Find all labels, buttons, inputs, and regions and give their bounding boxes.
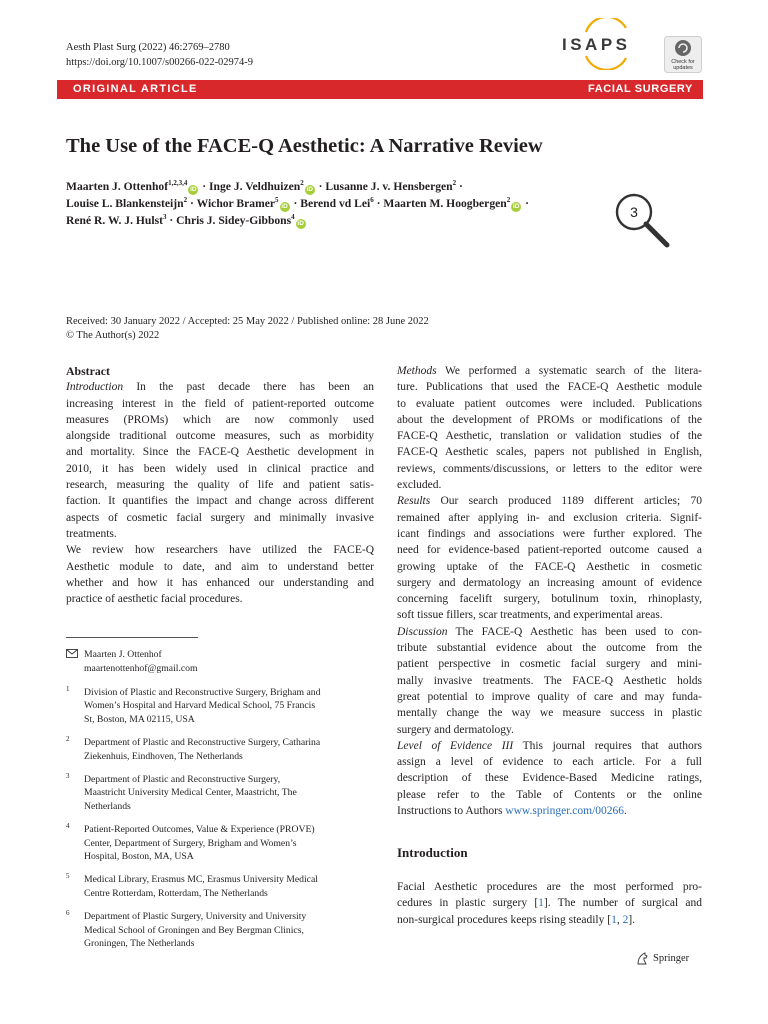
section-label-discussion: Discussion — [397, 625, 448, 638]
springer-instructions-link[interactable]: www.springer.com/00266 — [505, 805, 625, 818]
abstract-heading: Abstract — [66, 364, 110, 378]
author-name[interactable]: Maarten M. Hoogbergen — [383, 197, 507, 210]
citation-text: Aesth Plast Surg (2022) 46:2769–2780 — [66, 42, 230, 53]
author-name[interactable]: René R. W. J. Hulst — [66, 214, 163, 227]
publication-dates — [66, 315, 429, 343]
author-list — [66, 178, 606, 229]
orcid-icon[interactable]: iD — [297, 220, 304, 227]
correspondence-email[interactable]: maartenottenhof@gmail.com — [84, 663, 198, 674]
author-name[interactable]: Louise L. Blankensteijn — [66, 197, 184, 210]
orcid-icon[interactable]: iD — [190, 186, 197, 193]
author-line-1: Maarten J. Ottenhof$^{1,2,3,4}$iD · Inge J. Veldhuizen$^2$iD · Lusanne J. v. Hensbergen$^2$ · — [66, 179, 463, 193]
copyright-line: © The Author(s) 2022 — [66, 330, 160, 341]
dates-line: Received: 30 January 2022 / Accepted: 25 May 2022 / Published online: 28 June 2022 — [66, 316, 429, 327]
isaps-logo-text: ISAPS — [562, 35, 631, 54]
author-name[interactable]: Lusanne J. v. Hensbergen — [325, 180, 453, 193]
citation-link[interactable]: 1 — [611, 913, 617, 926]
author-line-2: Louise L. Blankensteijn$^2$ · Wichor Bramer$^5$iD · Berend vd Lei$^6$ · Maarten M. Hoogbergen$^2$iD · — [66, 196, 530, 210]
affiliation-item: 4 Patient-Reported Outcomes, Value & Experience (PROVE) Center, Department of Surgery, Brigham and Women’s Hospital, Boston, MA, USA — [66, 822, 315, 863]
correspondence-name: Maarten J. Ottenhof — [84, 649, 162, 660]
journal-citation — [66, 40, 253, 70]
publisher-footer — [636, 952, 689, 965]
affiliation-item: 3 Department of Plastic and Reconstructive Surgery, Maastricht University Medical Center, Maastricht, The Netherlands — [66, 772, 297, 812]
orcid-icon[interactable]: iD — [512, 203, 520, 210]
correspondence — [66, 648, 198, 676]
svg-text:Check for: Check for — [671, 59, 695, 65]
section-label-results: Results — [397, 495, 431, 508]
springer-horse-icon — [636, 952, 649, 965]
envelope-icon — [66, 649, 78, 658]
affiliation-item: 6 Department of Plastic Surgery, University and University Medical School of Groningen and Bey Bergman Clinics, Groningen, The Netherlands — [66, 909, 307, 950]
magnifier-number: 3 — [630, 204, 638, 220]
affiliation-item: 2 Department of Plastic and Reconstructive Surgery, Catharina Ziekenhuis, Eindhoven, The Netherlands — [66, 735, 321, 762]
check-for-updates-badge[interactable] — [664, 36, 702, 73]
article-category-label: FACIAL SURGERY — [588, 83, 693, 95]
footnote-separator — [66, 637, 198, 638]
section-label-introduction: Introduction — [66, 381, 124, 394]
author-name[interactable]: Maarten J. Ottenhof — [66, 180, 169, 193]
author-name[interactable]: Wichor Bramer — [196, 197, 276, 210]
magnifier-icon — [612, 190, 674, 252]
affiliations-list — [66, 686, 366, 961]
author-line-3: René R. W. J. Hulst$^3$ · Chris J. Sidey-Gibbons$^4$iD — [66, 213, 304, 227]
author-name[interactable]: Inge J. Veldhuizen — [209, 180, 301, 193]
abstract-right-column: Methods We performed a systematic search of the litera- ture. Publications that used the FACE-Q Aesthetic module to evaluate patient outcomes were included. Publications about the development of PROMs or modifications of the FACE-Q Aesthetic, translation or validation studies of the FACE-Q Aesthetic scales, papers not published in English, reviews, comments/discussions, or letters to the editor were excluded. Results Our search produced 1189 different articles; 70 remained after applying in- and exclusion criteria. Signif- icant findings and associations were further explored. The need for evidence-based patient-reported outcome caused a growing uptake of the FACE-Q Aesthetic in cosmetic surgery and dermatology an increasing amount of evidence concerning facelift surgery, botulinum toxin, rhinoplasty, soft tissue fillers, scar treatments, and experimental areas. Discussion The FACE-Q Aesthetic has been used to con- tribute substantial evidence about the outcome from the patient perspective in cosmetic facial surgery and mini- mally invasive treatments. The FACE-Q Aesthetic holds great potential to improve quality of care and may funda- mentally change the way we measure success in plastic surgery and dermatology. Level of Evidence III This journal requires that authors assign a level of evidence to each article. For a full description of these Evidence-Based Medicine ratings, please refer to the Table of Contents or the online Instructions to Authors www.springer.com/00266. — [397, 365, 703, 818]
abstract-left-column: Abstract Introduction In the past decade there has been an increasing interest in the field of patient-reported outcome measures (PROMs) which are now commonly used alongside traditional outcome measures, such as morbidity and mortality. Since the FACE-Q Aesthetic development in 2010, it has been widely used in clinical practice and research, measuring the quality of life and patient satis- faction. It quantifies the impact and change across different aspects of cosmetic facial surgery and minimally invasive treatments. We review how researchers have utilized the FACE-Q Aesthetic module to date, and aim to understand better whether and how it has enhanced our understanding and practice of aesthetic facial procedures. — [66, 364, 374, 606]
affiliation-item: 1 Division of Plastic and Reconstructive Surgery, Brigham and Women’s Hospital and Harvard Medical School, 75 Francis St, Boston, MA 02115, USA — [66, 685, 321, 725]
isaps-logo — [556, 18, 648, 70]
author-name[interactable]: Chris J. Sidey-Gibbons — [176, 214, 292, 227]
introduction-heading: Introduction — [397, 845, 468, 860]
introduction-paragraph: Facial Aesthetic procedures are the most performed pro- cedures in plastic surgery [1]. The number of surgical and non-surgical procedures keeps rising steadily [1, 2]. — [397, 881, 702, 926]
orcid-icon[interactable]: iD — [281, 203, 288, 210]
citation-link[interactable]: 1 — [538, 897, 544, 910]
author-name[interactable]: Berend vd Lei — [300, 197, 371, 210]
citation-link[interactable]: 2 — [622, 913, 629, 926]
section-label-methods: Methods — [397, 365, 437, 377]
doi-link[interactable]: https://doi.org/10.1007/s00266-022-02974-9 — [66, 57, 254, 68]
svg-text:updates: updates — [673, 65, 693, 71]
section-label-level-of-evidence: Level of Evidence III — [397, 739, 514, 752]
article-type-label: ORIGINAL ARTICLE — [73, 83, 198, 95]
article-type-banner — [57, 80, 703, 99]
affiliation-item: 5 Medical Library, Erasmus MC, Erasmus University Medical Centre Rotterdam, Rotterdam, The Netherlands — [66, 872, 318, 899]
article-title: The Use of the FACE-Q Aesthetic: A Narrative Review — [66, 135, 543, 157]
orcid-icon[interactable]: iD — [306, 186, 313, 193]
publisher-name: Springer — [653, 953, 690, 964]
